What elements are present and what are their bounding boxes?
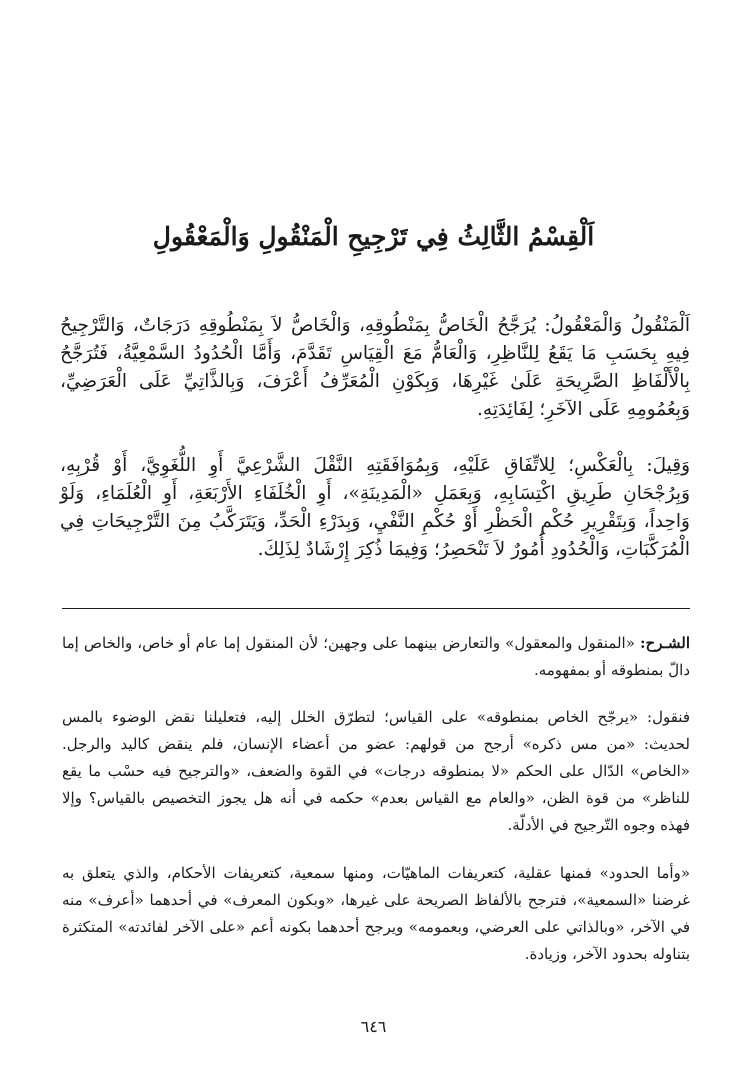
sharh-paragraph: «وأما الحدود» فمنها عقلية، كتعريفات الماهيّات، ومنها سمعية، كتعريفات الأحكام، والذي يتعلق به غرضنا «السمعية»، فترجح بالألفاظ الصريحة على غيرها، «وبكون المعرف» في أحدهما «أعرف» منه في الآخر، «وبالذاتي على العرضي، وبعمومه» ويرجح أحدهما بكونه أعم «على الآخر لفائدته» المتكثرة بتناوله بحدود الآخر، وزيادة.	[62, 864, 690, 963]
sharh-label: الشـرح:	[639, 634, 690, 652]
sharh-paragraph	[62, 630, 690, 684]
sharh-paragraph: فنقول: «يرجّح الخاص بمنطوقه» على القياس؛ لتطرّق الخلل إليه، فتعليلنا نقض الوضوء بالمس لحديث: «من مس ذكره» أرجح من قولهم: عضو من أعضاء الإنسان، فلم ينقض كاليد والرجل. «الخاص» الدّال على الحكم «لا بمنطوقه درجات» في القوة والضعف، «والترجيح فيه حسْب ما يقع للناظر» من قوة الظن، «والعام مع القياس بعدم» حكمه في أنه هل يجوز التخصيص بالقياس؟ وإلا فهذه وجوه التّرجيح في الأدلّة.	[62, 708, 690, 834]
footnote-divider	[62, 608, 690, 609]
page-number: ٦٤٦	[360, 1017, 387, 1036]
matn-paragraph: اَلْمَنْقُولُ وَالْمَعْقُولُ: يُرَجَّحُ الْخَاصُّ بِمَنْطُوقِهِ، وَالْخَاصُّ لاَ بِمَنْطُوقِهِ دَرَجَاتٌ، وَالتَّرْجِيحُ فِيهِ بِحَسَبِ مَا يَقَعُ لِلنَّاظِرِ، وَالْعَامُّ مَعَ الْقِيَاسِ تَقَدَّمَ، وَأَمَّا الْحُدُودُ السَّمْعِيَّةُ، فَتُرَجَّحُ بِالْأَلْفَاظِ الصَّرِيحَةِ عَلَىٰ غَيْرِهَا، وَبِكَوْنِ الْمُعَرِّفُ أَعْرَفَ، وَبِالذَّاتِيِّ عَلَى الْعَرَضِيِّ، وَبِعُمُومِهِ عَلَى الآخَرِ؛ لِفَائِدَتِهِ.	[60, 315, 690, 420]
matn-paragraph: وَقِيلَ: بِالْعَكْسِ؛ لِلاتِّفَاقِ عَلَيْهِ، وَبِمُوَافَقَتِهِ النَّقْلَ الشَّرْعِيَّ أَوِ اللُّغَوِيَّ، أَوْ قُرْبِهِ، وَبِرُجْحَانِ طَرِيقِ اكْتِسَابِهِ، وَبِعَمَلِ «الْمَدِينَةِ»، أَوِ الْخُلَفَاءِ الأَرْبَعَةِ، أَوِ الْعُلَمَاءِ، وَلَوْ وَاحِداً، وَبِتَقْرِيرِ حُكْمِ الْحَظْرِ أَوْ حُكْمِ النَّفْيِ، وَبِدَرْءِ الْحَدِّ، وَيَتَرَكَّبُ مِنَ التَّرْجِيحَاتِ فِي الْمُرَكَّبَاتِ، وَالْحُدُودِ أُمُورٌ لاَ تَنْحَصِرُ؛ وَفِيمَا ذُكِرَ إِرْشَادٌ لِذَلِكَ.	[60, 455, 690, 560]
sharh-text: «المنقول والمعقول» والتعارض بينهما على وجهين؛ لأن المنقول إما عام أو خاص، والخاص إما دالّ بمنطوقه أو بمفهومه.	[62, 634, 690, 679]
section-heading: اَلْقِسْمُ الثَّالِثُ فِي تَرْجِيحِ الْمَنْقُولِ وَالْمَعْقُولِ	[152, 222, 595, 251]
